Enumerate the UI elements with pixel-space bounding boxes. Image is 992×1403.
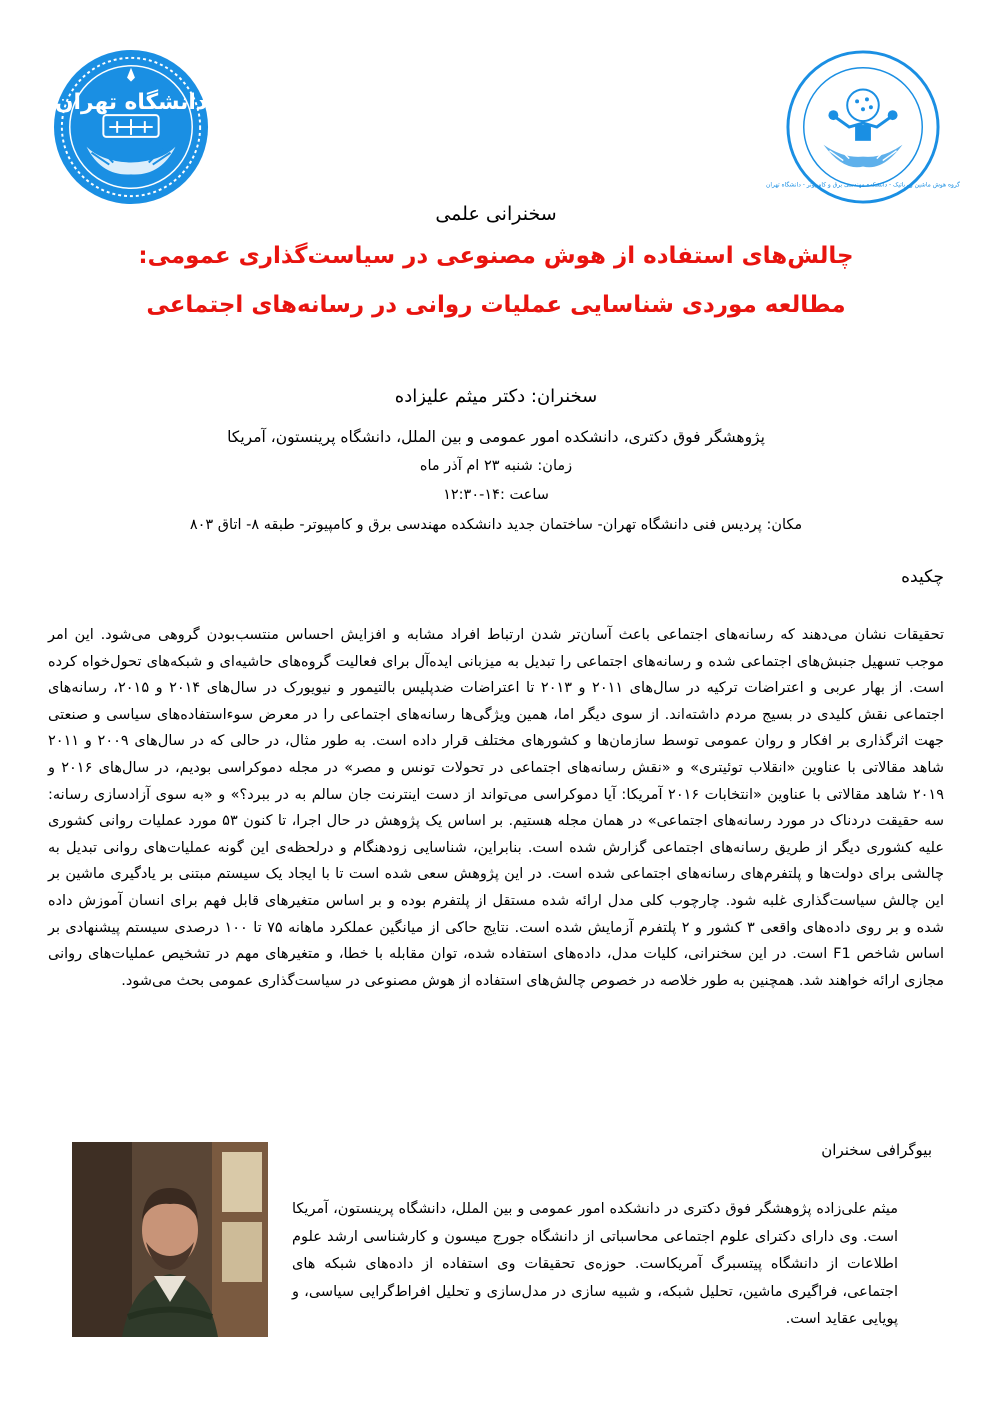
robotics-group-logo [766, 48, 960, 206]
speaker-name: سخنران: دکتر میثم علیزاده [394, 386, 598, 407]
speaker-photo [72, 1142, 268, 1337]
abstract-heading: چکیده [901, 567, 944, 587]
biography-heading: بیوگرافی سخنران [821, 1141, 932, 1159]
speaker-affiliation: پژوهشگر فوق دکتری، دانشکده امور عمومی و بین الملل، دانشگاه پرینستون، آمریکا [227, 428, 765, 446]
event-time: ساعت :۱۴-۱۲:۳۰ [443, 487, 549, 503]
event-type: سخنرانی علمی [435, 203, 557, 225]
event-date: زمان: شنبه ۲۳ ام آذر ماه [419, 458, 573, 474]
event-location: مکان: پردیس فنی دانشگاه تهران- ساختمان جدید دانشکده مهندسی برق و کامپیوتر- طبقه ۸- اتاق ۸۰۳ [189, 517, 803, 533]
logo-right-text: گروه هوش ماشین و رباتیک - دانشکده مهندسی برق و کامپیوتر - دانشگاه تهران [766, 182, 960, 189]
university-of-tehran-logo [52, 48, 210, 206]
logo-left-text: دانشگاه تهران [55, 90, 207, 116]
page-title-line2: مطالعه موردی شناسایی عملیات روانی در رسانه‌های اجتماعی [146, 292, 846, 318]
abstract-body: تحقیقات نشان می‌دهند که رسانه‌های اجتماعی باعث آسان‌تر شدن ارتباط افراد مشابه و افزایش احساس منتسب‌بودن گروهی می‌شود. این امر موجب تسهیل جنبش‌های اجتماعی شده و رسانه‌های اجتماعی را تبدیل به میزبانی ایده‌آل برای فعالیت گروه‌های حاشیه‌ای و شبکه‌های تحول‌خواه کرده است. از بهار عربی و اعتراضات ترکیه در سال‌های ۲۰۱۱ و ۲۰۱۳ تا اعتراضات ضدپلیس بالتیمور و نیویورک در سال‌های ۲۰۱۴ و ۲۰۱۵، رسانه‌های اجتماعی نقش کلیدی در بسیج مردم داشته‌اند. از سوی دیگر اما، همین ویژگی‌ها رسانه‌های اجتماعی را در معرض سوءاستفاده‌های سیاسی و صنعتی جهت اثرگذاری بر افکار و روان عمومی توسط سازمان‌ها و کشورهای مختلف قرار داده است. به طور مثال، در حالی که در سال‌های ۲۰۰۹ و ۲۰۱۱ شاهد مقالاتی با عناوین «انقلاب توئیتری» و «نقش رسانه‌های اجتماعی در تحولات تونس و مصر» در مجله دموکراسی بودیم، در سال‌های ۲۰۱۶ و ۲۰۱۹ شاهد مقالاتی با عناوین «انتخابات ۲۰۱۶ آمریکا: آیا دموکراسی می‌تواند از دست اینترنت جان سالم به در ببرد؟» و «به سوی آزادسازی رسانه: سه حقیقت دردناک در مورد رسانه‌های اجتماعی» در همان مجله هستیم. بر اساس یک پژوهش در حال اجرا، تا کنون ۵۳ مورد عملیات روانی کشوری علیه کشوری دیگر از طریق رسانه‌های اجتماعی گزارش شده است. بنابراین، شناسایی زودهنگام و درلحظه‌ی این گونه عملیات‌های روانی تبدیل به چالشی برای دولت‌ها و پلتفرم‌های رسانه‌های اجتماعی شده است. در این پژوهش سعی شده است تا با ایجاد یک سیستم مبتنی بر یادگیری ماشین بر این چالش سیاست‌گذاری غلبه شود. چارچوب کلی مدل ارائه شده مستقل از پلتفرم بوده و بر اساس متغیرهای قابل فهم برای انسان آموزش داده شده و بر روی داده‌های واقعی ۳ کشور و ۲ پلتفرم آزمایش شده است. نتایج حاکی از میانگین عملکرد ماهانه ۷۵ تا ۱۰۰ درصدی سیستم پیشنهادی بر اساس شاخص F1 است. در این سخنرانی، کلیات مدل، داده‌های استفاده شده، توان مقابله با خطا، و متغیرهای مهم در تشخیص عملیات‌های روانی مجازی ارائه خواهند شد. همچنین به طور خلاصه در خصوص چالش‌های استفاده از هوش مصنوعی در سیاست‌گذاری عمومی بحث می‌شود. [48, 627, 945, 989]
page-title-line1: چالش‌های استفاده از هوش مصنوعی در سیاست‌گذاری عمومی: [138, 243, 854, 269]
biography-body: میثم علی‌زاده پژوهشگر فوق دکتری در دانشکده امور عمومی و بین الملل، دانشگاه پرینستون، آمریکا است. وی دارای دکترای علوم اجتماعی محاسباتی از دانشگاه جورج میسون و کارشناسی ارشد علوم اطلاعات از دانشگاه پیتسبرگ آمریکاست. حوزه‌ی تحقیقات وی استفاده از داده‌های شبکه های اجتماعی، فراگیری ماشین، تحلیل شبکه، و شبیه سازی در مدل‌سازی و تحلیل افراط‌گرایی سیاسی، و پویایی عقاید است. [292, 1201, 898, 1328]
